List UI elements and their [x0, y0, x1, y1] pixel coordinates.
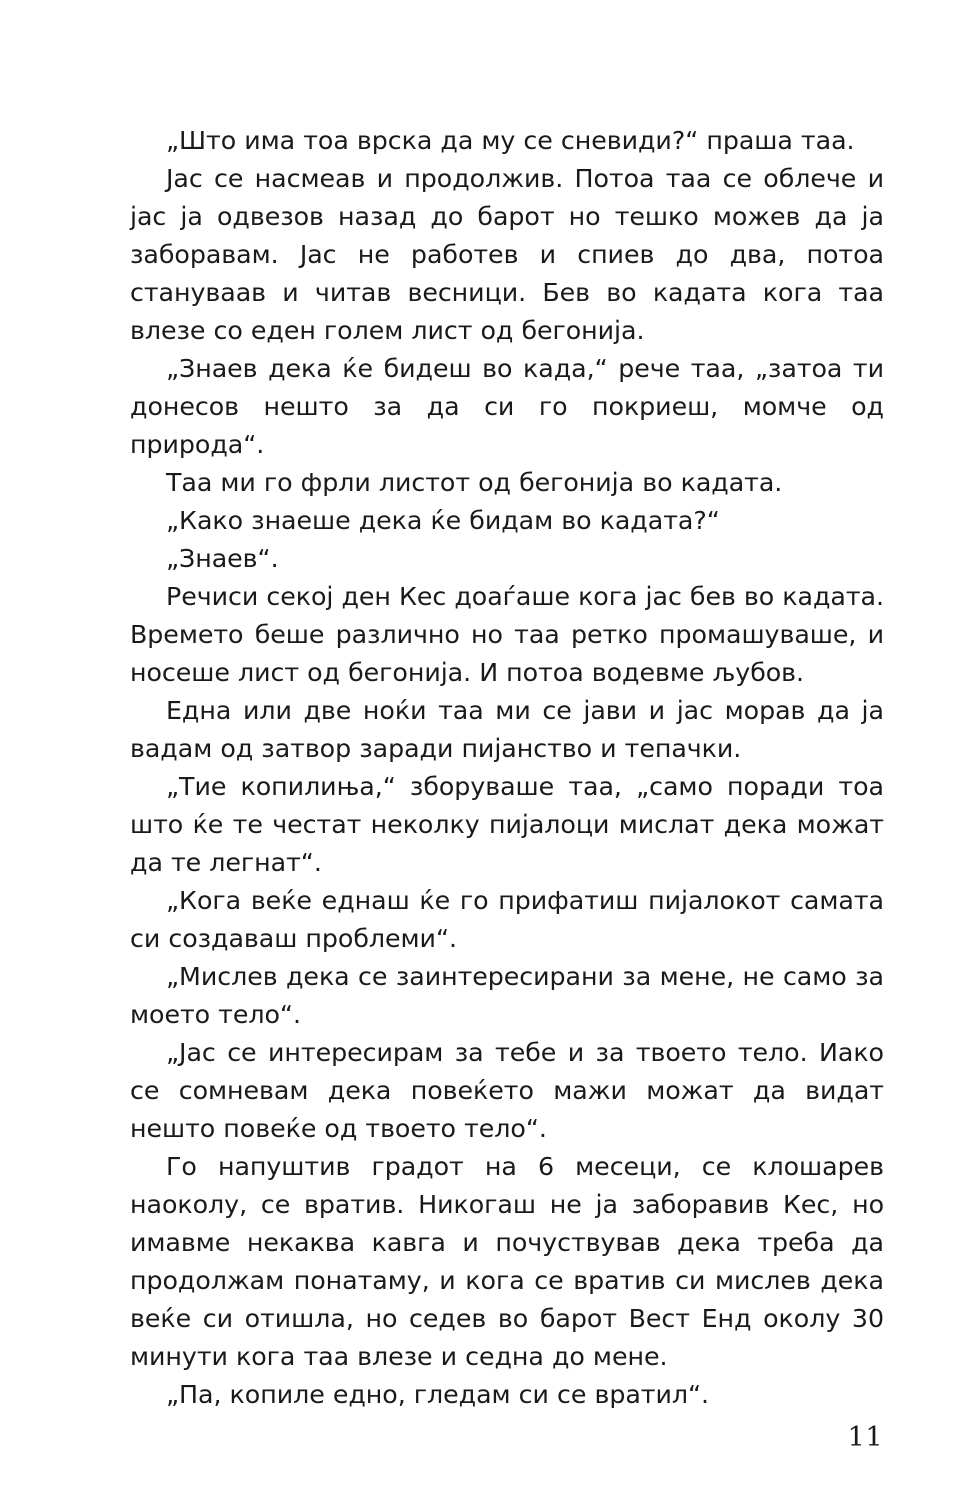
page-text-column	[130, 122, 884, 1414]
paragraph: „Што има тоа врска да му се сневиди?“ праша таа.	[166, 126, 855, 155]
paragraph: Јас се насмеав и продолжив. Потоа таа се облече и јас ја одвезов назад до барот но тешко можев да ја заборавам. Јас не работев и спиев до два, потоа стануваав и читав весници. Бев во кадата кога таа влезе со еден голем лист од бегонија.	[130, 164, 884, 345]
paragraph: „Па, копиле едно, гледам си се вратил“.	[166, 1380, 710, 1409]
page-number: 11	[847, 1422, 883, 1453]
paragraph: „Кога веќе еднаш ќе го прифатиш пијалокот самата си создаваш проблеми“.	[130, 886, 884, 953]
paragraph: Речиси секој ден Кес доаѓаше кога јас бев во кадата. Времето беше различно но таа ретко промашуваше, и носеше лист од бегонија. И потоа водевме љубов.	[130, 582, 884, 687]
paragraph: „Мислев дека се заинтересирани за мене, не само за моето тело“.	[130, 962, 884, 1029]
paragraph: „Како знаеше дека ќе бидам во кадата?“	[166, 506, 720, 535]
paragraph: „Тие копилиња,“ зборуваше таа, „само поради тоа што ќе те честат неколку пијалоци мислат дека можат да те легнат“.	[130, 772, 884, 877]
paragraph: „Знаев“.	[166, 544, 279, 573]
paragraph: „Знаев дека ќе бидеш во када,“ рече таа, „затоа ти донесов нешто за да си го покриеш, момче од природа“.	[130, 354, 884, 459]
paragraph: Една или две ноќи таа ми се јави и јас морав да ја вадам од затвор заради пијанство и тепачки.	[130, 696, 884, 763]
paragraph: Таа ми го фрли листот од бегонија во кадата.	[166, 468, 783, 497]
paragraph: Го напуштив градот на 6 месеци, се клошарев наоколу, се вратив. Никогаш не ја заборавив Кес, но имавме некаква кавга и почуствував дека треба да продолжам понатаму, и кога се вратив си мислев дека веќе си отишла, но седев во барот Вест Енд околу 30 минути кога таа влезе и седна до мене.	[130, 1152, 884, 1371]
paragraph: „Јас се интересирам за тебе и за твоето тело. Иако се сомневам дека повеќето мажи можат да видат нешто повеќе од твоето тело“.	[130, 1038, 884, 1143]
